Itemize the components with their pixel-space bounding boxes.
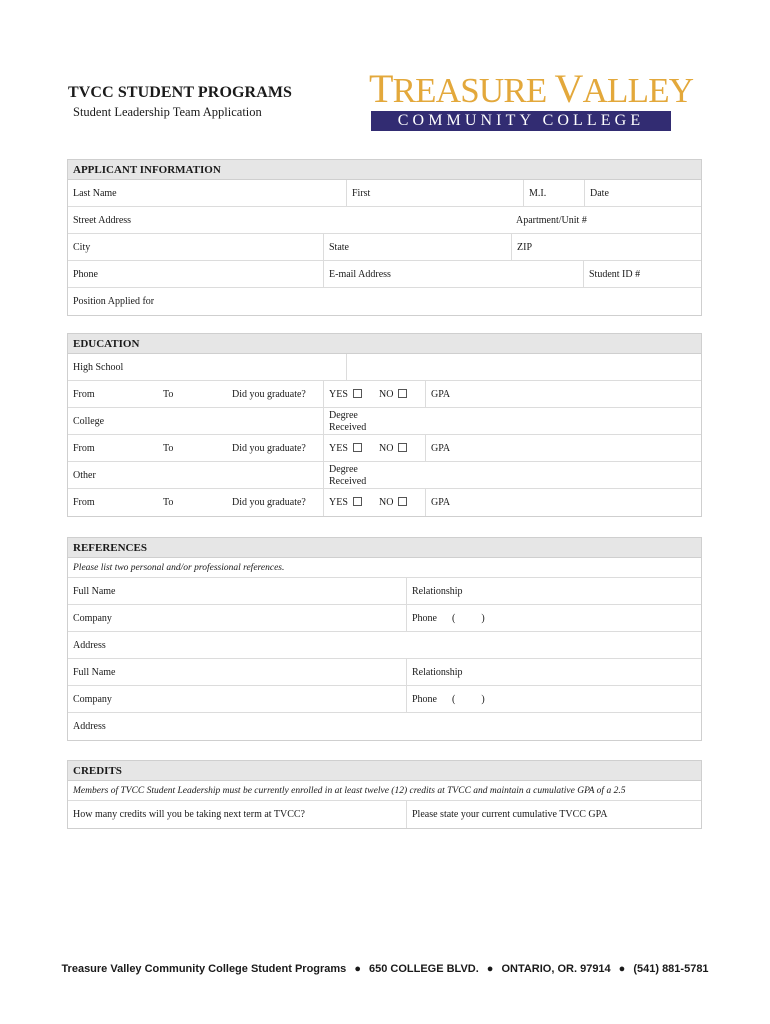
- form-row: [68, 713, 701, 740]
- degree-received-field[interactable]: Degree Received: [323, 462, 701, 488]
- phone-field[interactable]: Phone: [73, 269, 98, 280]
- references-note: Please list two personal and/or professional references.: [73, 563, 285, 573]
- company-field[interactable]: Company: [73, 694, 112, 705]
- footer-address: 650 COLLEGE BLVD.: [368, 963, 479, 975]
- gpa-field[interactable]: GPA: [425, 489, 701, 516]
- reference-phone-field[interactable]: Phone ( ): [406, 605, 701, 631]
- form-row: [68, 781, 701, 801]
- date-field[interactable]: Date: [584, 180, 701, 206]
- degree-received-field[interactable]: Degree Received: [323, 408, 701, 434]
- form-row: [68, 659, 701, 686]
- form-row: [68, 261, 701, 288]
- yes-option[interactable]: YES: [323, 435, 374, 461]
- form-row: [68, 408, 701, 435]
- yes-option[interactable]: YES: [323, 381, 374, 407]
- logo-banner: COMMUNITY COLLEGE: [371, 111, 671, 131]
- form-row: [68, 234, 701, 261]
- form-row: [68, 381, 701, 408]
- position-field[interactable]: Position Applied for: [73, 296, 155, 307]
- middle-initial-field[interactable]: M.I.: [523, 180, 584, 206]
- graduate-label: Did you graduate?: [232, 443, 306, 454]
- page-title: TVCC STUDENT PROGRAMS: [68, 84, 293, 101]
- references-section: [67, 537, 702, 741]
- to-field[interactable]: To: [163, 497, 174, 508]
- gpa-field[interactable]: GPA: [425, 435, 701, 461]
- checkbox-icon[interactable]: [398, 389, 407, 398]
- student-id-field[interactable]: Student ID #: [583, 261, 701, 287]
- other-field[interactable]: Other: [73, 470, 96, 481]
- logo-wordmark: TREASURE VALLEY: [369, 66, 694, 111]
- form-row: [68, 435, 701, 462]
- address-field[interactable]: Address: [73, 640, 106, 651]
- full-name-field[interactable]: Full Name: [73, 586, 116, 597]
- from-field[interactable]: From: [73, 389, 95, 400]
- checkbox-icon[interactable]: [398, 443, 407, 452]
- section-heading: REFERENCES: [68, 538, 701, 558]
- footer-phone: (541) 881-5781: [633, 963, 709, 975]
- no-option[interactable]: NO: [374, 381, 425, 407]
- relationship-field[interactable]: Relationship: [406, 578, 701, 604]
- form-row: [68, 578, 701, 605]
- form-row: [68, 801, 701, 828]
- company-field[interactable]: Company: [73, 613, 112, 624]
- to-field[interactable]: To: [163, 443, 174, 454]
- checkbox-icon[interactable]: [353, 497, 362, 506]
- college-field[interactable]: College: [73, 416, 105, 427]
- checkbox-icon[interactable]: [353, 389, 362, 398]
- full-name-field[interactable]: Full Name: [73, 667, 116, 678]
- credits-section: [67, 760, 702, 829]
- city-field[interactable]: City: [73, 242, 91, 253]
- address-field[interactable]: Address: [73, 721, 106, 732]
- no-option[interactable]: NO: [374, 435, 425, 461]
- gpa-field[interactable]: GPA: [425, 381, 701, 407]
- credits-note: Members of TVCC Student Leadership must be currently enrolled in at least twelve (12) credits at TVCC and maintain a cumulative GPA of a 2.5: [73, 786, 626, 796]
- street-address-field[interactable]: Street Address: [73, 215, 132, 226]
- credits-next-term-field[interactable]: How many credits will you be taking next term at TVCC?: [73, 809, 305, 820]
- state-field[interactable]: State: [323, 234, 511, 260]
- education-section: [67, 333, 702, 517]
- to-field[interactable]: To: [163, 389, 174, 400]
- relationship-field[interactable]: Relationship: [406, 659, 701, 685]
- email-field[interactable]: E-mail Address: [323, 261, 583, 287]
- section-heading: CREDITS: [68, 761, 701, 781]
- high-school-field[interactable]: High School: [73, 362, 124, 373]
- from-field[interactable]: From: [73, 497, 95, 508]
- checkbox-icon[interactable]: [398, 497, 407, 506]
- section-heading: EDUCATION: [68, 334, 701, 354]
- last-name-field[interactable]: Last Name: [73, 188, 117, 199]
- page-subtitle: Student Leadership Team Application: [73, 105, 262, 119]
- graduate-label: Did you graduate?: [232, 497, 306, 508]
- footer-org: Treasure Valley Community College Student Programs: [61, 963, 347, 975]
- form-row: [68, 605, 701, 632]
- page-footer: [0, 963, 770, 975]
- form-row: [68, 207, 701, 234]
- applicant-section: [67, 159, 702, 316]
- first-name-field[interactable]: First: [346, 180, 523, 206]
- no-option[interactable]: NO: [374, 489, 425, 516]
- form-row: [68, 354, 701, 381]
- graduate-label: Did you graduate?: [232, 389, 306, 400]
- bullet-icon: ●: [618, 963, 626, 975]
- form-row: [68, 180, 701, 207]
- yes-option[interactable]: YES: [323, 489, 374, 516]
- cumulative-gpa-field[interactable]: Please state your current cumulative TVCC GPA: [406, 801, 701, 828]
- bullet-icon: ●: [354, 963, 361, 975]
- form-row: [68, 632, 701, 659]
- apartment-field[interactable]: Apartment/Unit #: [516, 215, 587, 226]
- reference-phone-field[interactable]: Phone ( ): [406, 686, 701, 712]
- form-row: [68, 489, 701, 516]
- form-row: [68, 462, 701, 489]
- form-row: [68, 558, 701, 578]
- zip-field[interactable]: ZIP: [511, 234, 701, 260]
- from-field[interactable]: From: [73, 443, 95, 454]
- form-row: [68, 686, 701, 713]
- form-row: [68, 288, 701, 315]
- bullet-icon: ●: [486, 963, 494, 975]
- checkbox-icon[interactable]: [353, 443, 362, 452]
- college-logo: [369, 66, 694, 132]
- footer-city: ONTARIO, OR. 97914: [501, 963, 611, 975]
- high-school-value[interactable]: [346, 354, 701, 380]
- section-heading: APPLICANT INFORMATION: [68, 160, 701, 180]
